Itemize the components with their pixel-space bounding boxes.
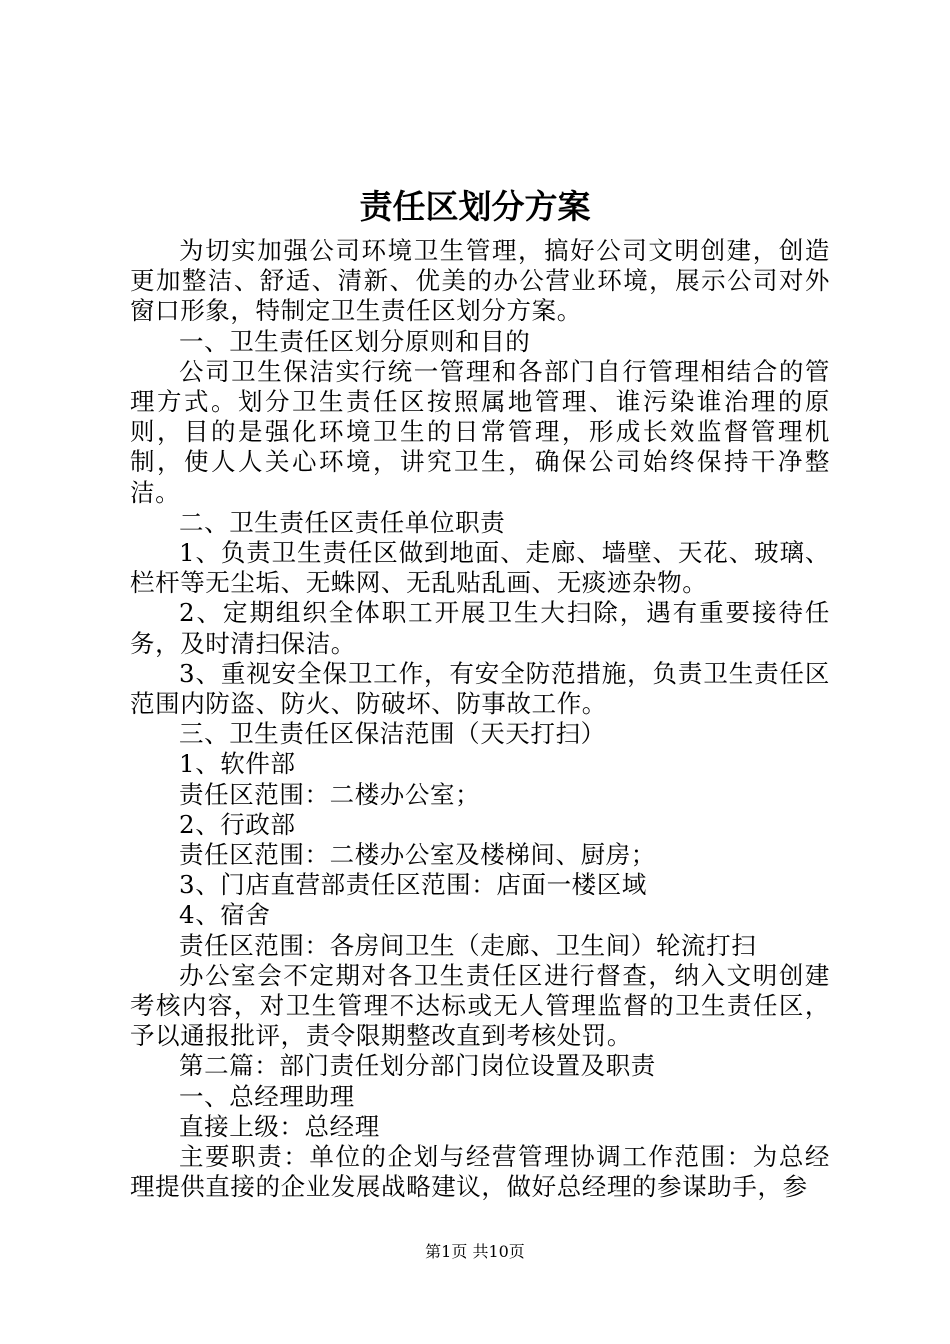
paragraph: 责任区范围：二楼办公室及楼梯间、厨房； bbox=[179, 840, 656, 870]
section-heading: 二、卫生责任区责任单位职责 bbox=[179, 507, 506, 537]
paragraph: 责任区范围：二楼办公室； bbox=[179, 779, 481, 809]
list-item: 3、门店直营部责任区范围：店面一楼区域 bbox=[179, 870, 647, 900]
list-item: 1、软件部 bbox=[179, 749, 296, 779]
list-item: 1、负责卫生责任区做到地面、走廊、墙壁、天花、玻璃、栏杆等无尘垢、无蛛网、无乱贴乱画、无痰迹杂物。 bbox=[130, 538, 830, 598]
list-item: 2、行政部 bbox=[179, 809, 296, 839]
list-item: 2、定期组织全体职工开展卫生大扫除，遇有重要接待任务，及时清扫保洁。 bbox=[130, 598, 830, 658]
paragraph: 办公室会不定期对各卫生责任区进行督查，纳入文明创建考核内容，对卫生管理不达标或无人管理监督的卫生责任区，予以通报批评，责令限期整改直到考核处罚。 bbox=[130, 960, 830, 1051]
page-footer: 第1页 共10页 bbox=[425, 1242, 525, 1261]
list-item: 4、宿舍 bbox=[179, 900, 271, 930]
document-title: 责任区划分方案 bbox=[359, 187, 591, 226]
section-heading: 一、卫生责任区划分原则和目的 bbox=[179, 326, 531, 356]
section-heading: 三、卫生责任区保洁范围（天天打扫） bbox=[179, 719, 606, 749]
paragraph: 直接上级：总经理 bbox=[179, 1111, 380, 1141]
paragraph: 为切实加强公司环境卫生管理，搞好公司文明创建，创造更加整洁、舒适、清新、优美的办公营业环境，展示公司对外窗口形象，特制定卫生责任区划分方案。 bbox=[130, 236, 830, 326]
section-heading: 第二篇：部门责任划分部门岗位设置及职责 bbox=[179, 1051, 656, 1081]
document-body bbox=[130, 236, 830, 1203]
paragraph: 责任区范围：各房间卫生（走廊、卫生间）轮流打扫 bbox=[179, 930, 757, 960]
paragraph: 主要职责：单位的企划与经营管理协调工作范围：为总经理提供直接的企业发展战略建议，做好总经理的参谋助手，参 bbox=[130, 1142, 830, 1202]
list-item: 3、重视安全保卫工作，有安全防范措施，负责卫生责任区范围内防盗、防火、防破坏、防事故工作。 bbox=[130, 658, 830, 719]
paragraph: 公司卫生保洁实行统一管理和各部门自行管理相结合的管理方式。划分卫生责任区按照属地管理、谁污染谁治理的原则，目的是强化环境卫生的日常管理，形成长效监督管理机制，使人人关心环境，讲究卫生，确保公司始终保持干净整洁。 bbox=[130, 356, 830, 507]
section-heading: 一、总经理助理 bbox=[179, 1081, 355, 1111]
